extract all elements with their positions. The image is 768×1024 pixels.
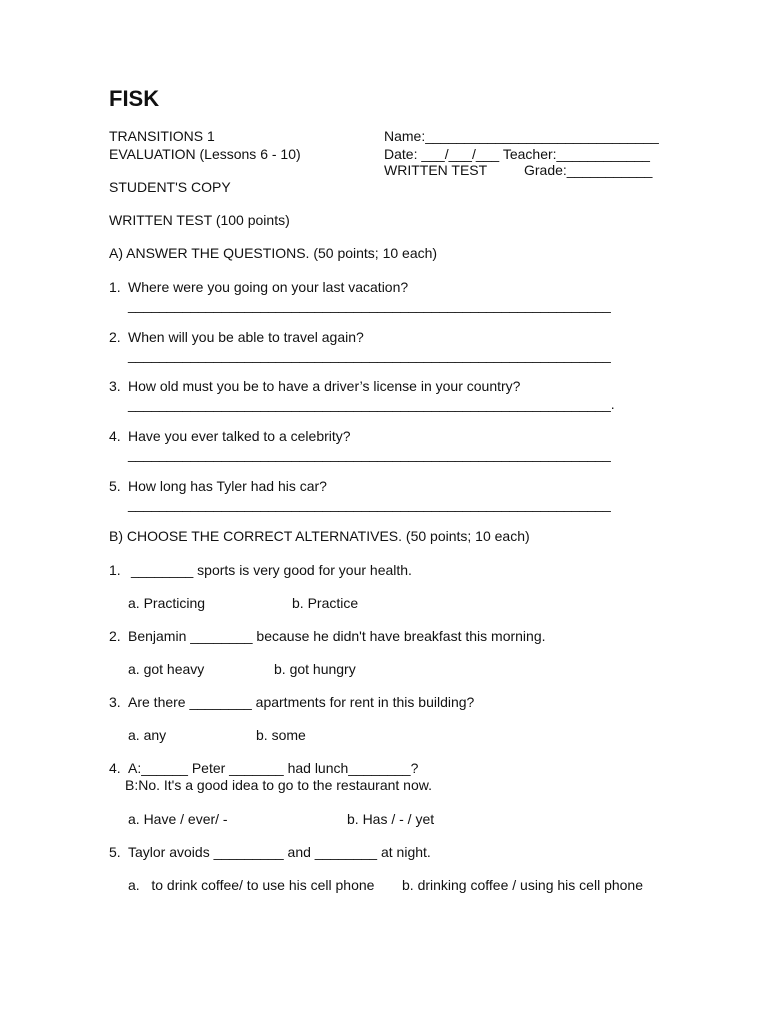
question-number: 1. [109,562,121,578]
question-number: 2. [109,628,121,644]
question-number: 2. [109,329,121,345]
section-b-heading: B) CHOOSE THE CORRECT ALTERNATIVES. (50 points; 10 each) [109,528,530,544]
question-text: Taylor avoids _________ and ________ at night. [128,844,431,860]
question-text: Are there ________ apartments for rent in this building? [128,694,475,710]
option-b: b. some [256,727,306,743]
question-text: Benjamin ________ because he didn't have breakfast this morning. [128,628,546,644]
option-b: b. drinking coffee / using his cell phone [402,877,644,893]
option-b: b. got hungry [274,661,356,677]
question-text-continued: B:No. It's a good idea to go to the restaurant now. [125,777,432,793]
question-number: 1. [109,279,121,295]
page-title: FISK [109,86,160,111]
question-number: 3. [109,378,121,394]
question-text: Where were you going on your last vacation? [128,279,409,295]
option-a: a. any [128,727,167,743]
question-number: 5. [109,478,121,494]
grade-field: Grade:___________ [524,162,653,178]
question-text: When will you be able to travel again? [128,329,364,345]
option-b: b. Has / - / yet [347,811,435,827]
question-number: 5. [109,844,121,860]
question-number: 4. [109,760,121,776]
written-test-label: WRITTEN TEST [384,162,488,178]
answer-line: ______________________________________________________________ [128,297,611,313]
test-title: WRITTEN TEST (100 points) [109,212,290,228]
question-text: A:______ Peter _______ had lunch________? [128,760,419,776]
question-text: How old must you be to have a driver’s license in your country? [128,378,521,394]
students-copy-label: STUDENT'S COPY [109,179,231,195]
section-a-heading: A) ANSWER THE QUESTIONS. (50 points; 10 each) [109,245,438,261]
question-number: 3. [109,694,121,710]
date-teacher-field: Date: ___/___/___ Teacher:____________ [384,146,650,162]
course-name: TRANSITIONS 1 [109,128,215,144]
option-a: a. to drink coffee/ to use his cell phone [128,877,375,893]
question-text: Have you ever talked to a celebrity? [128,428,351,444]
question-text: ________ sports is very good for your health. [131,562,412,578]
option-a: a. got heavy [128,661,205,677]
answer-line: ______________________________________________________________ [128,446,611,462]
answer-line: ______________________________________________________________ [128,496,611,512]
option-b: b. Practice [292,595,359,611]
option-a: a. Have / ever/ - [128,811,228,827]
name-field: Name:______________________________ [384,128,659,144]
option-a: a. Practicing [128,595,206,611]
question-number: 4. [109,428,121,444]
answer-line: ______________________________________________________________ [128,347,611,363]
question-text: How long has Tyler had his car? [128,478,327,494]
evaluation-label: EVALUATION (Lessons 6 - 10) [109,146,301,162]
answer-line: ______________________________________________________________. [128,396,615,412]
